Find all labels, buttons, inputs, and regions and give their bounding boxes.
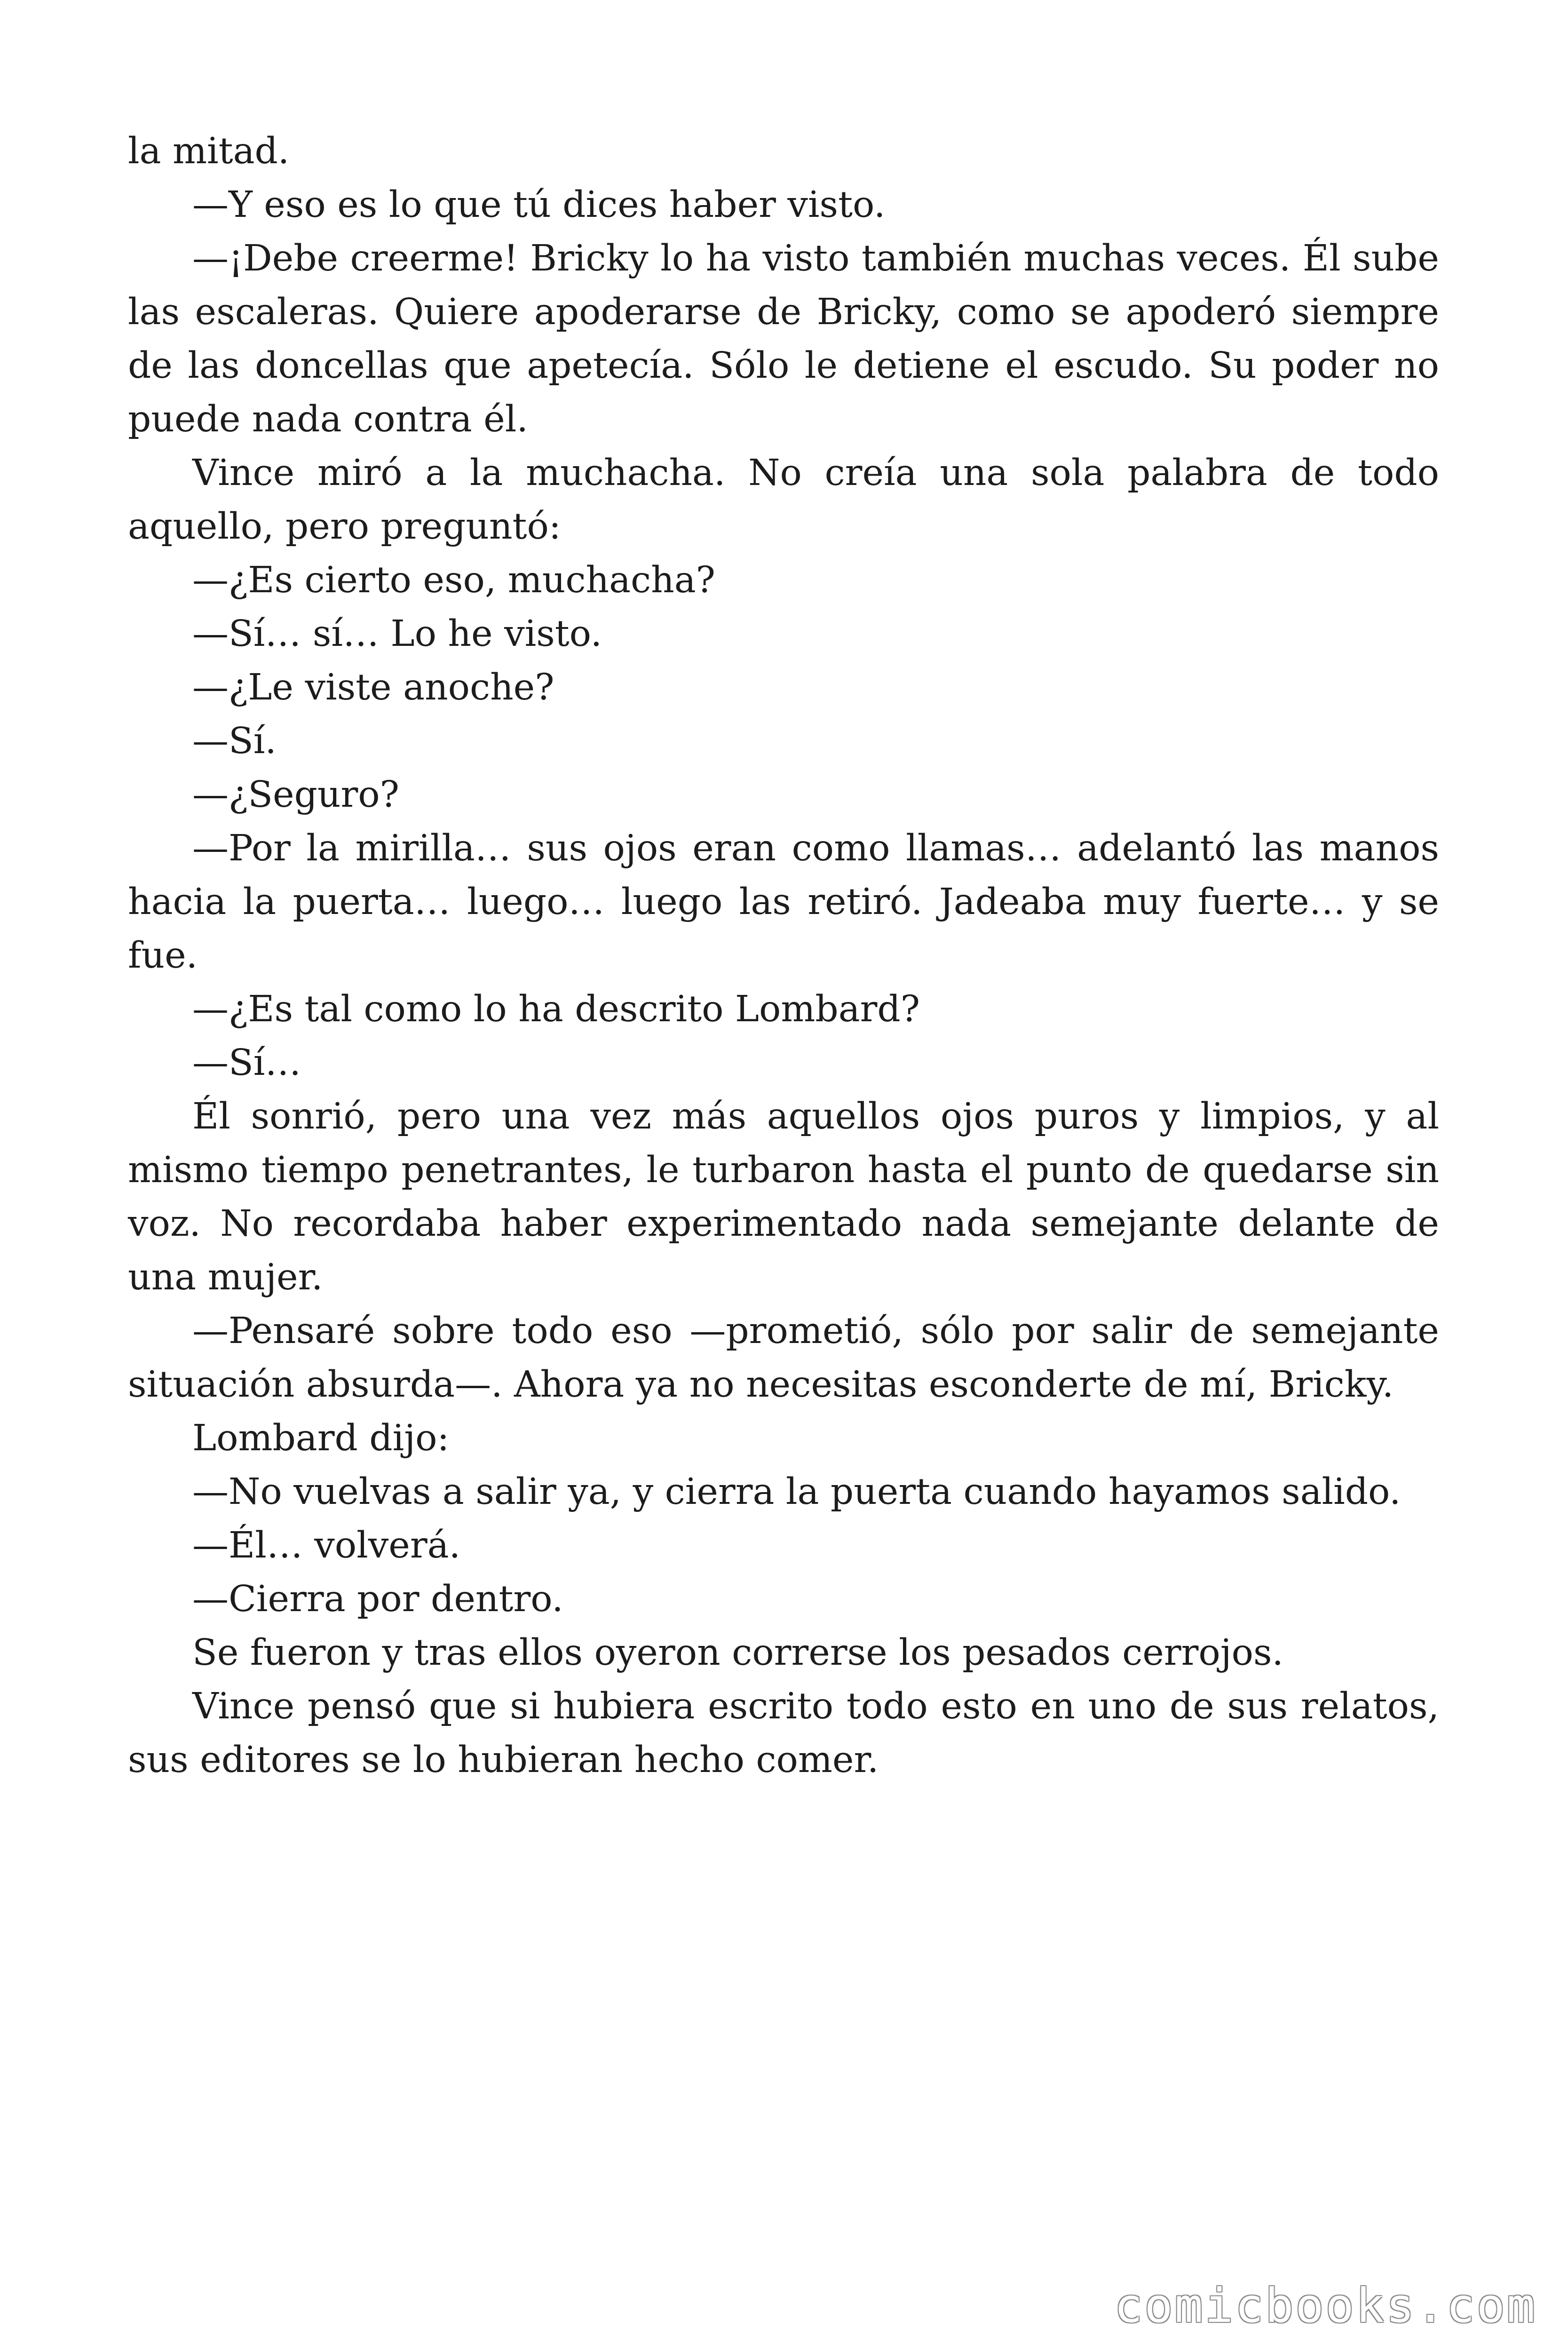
paragraph-9: —¿Seguro? <box>192 774 399 816</box>
paragraph-20: Vince pensó que si hubiera escrito todo esto en uno de sus relatos, sus editores se lo hubieran hecho comer. <box>128 1685 1439 1781</box>
paragraph-4: Vince miró a la muchacha. No creía una sola palabra de todo aquello, pero preguntó: <box>128 452 1439 548</box>
paragraph-18: —Cierra por dentro. <box>192 1578 563 1620</box>
paragraph-8: —Sí. <box>192 720 277 762</box>
paragraph-6: —Sí… sí… Lo he visto. <box>192 613 602 655</box>
paragraph-19: Se fueron y tras ellos oyeron correrse los pesados cerrojos. <box>192 1632 1283 1674</box>
paragraph-16: —No vuelvas a salir ya, y cierra la puerta cuando hayamos salido. <box>192 1471 1401 1513</box>
page-text <box>128 125 1439 1787</box>
paragraph-14: —Pensaré sobre todo eso —prometió, sólo por salir de semejante situación absurda—. Ahora ya no necesitas esconderte de mí, Bricky. <box>128 1310 1439 1406</box>
paragraph-2: —Y eso es lo que tú dices haber visto. <box>192 184 886 226</box>
watermark-text: comicbooks.com <box>1114 2278 1537 2333</box>
paragraph-12: —Sí… <box>192 1042 301 1084</box>
paragraph-15: Lombard dijo: <box>192 1417 450 1459</box>
paragraph-10: —Por la mirilla… sus ojos eran como llamas… adelantó las manos hacia la puerta… luego… luego las retiró. Jadeaba muy fuerte… y se fue. <box>128 827 1439 977</box>
paragraph-7: —¿Le viste anoche? <box>192 667 554 708</box>
paragraph-11: —¿Es tal como lo ha descrito Lombard? <box>192 988 920 1030</box>
paragraph-1: la mitad. <box>128 130 290 172</box>
paragraph-17: —Él… volverá. <box>192 1525 461 1566</box>
paragraph-13: Él sonrió, pero una vez más aquellos ojos puros y limpios, y al mismo tiempo penetrantes, le turbaron hasta el punto de quedarse sin voz. No recordaba haber experimentado nada semejante delante de una mujer. <box>128 1096 1439 1298</box>
paragraph-5: —¿Es cierto eso, muchacha? <box>192 559 715 601</box>
paragraph-3: —¡Debe creerme! Bricky lo ha visto también muchas veces. Él sube las escaleras. Quiere apoderarse de Bricky, como se apoderó siempre de las doncellas que apetecía. Sólo le detiene el escudo. Su poder no puede nada contra él. <box>128 238 1439 440</box>
